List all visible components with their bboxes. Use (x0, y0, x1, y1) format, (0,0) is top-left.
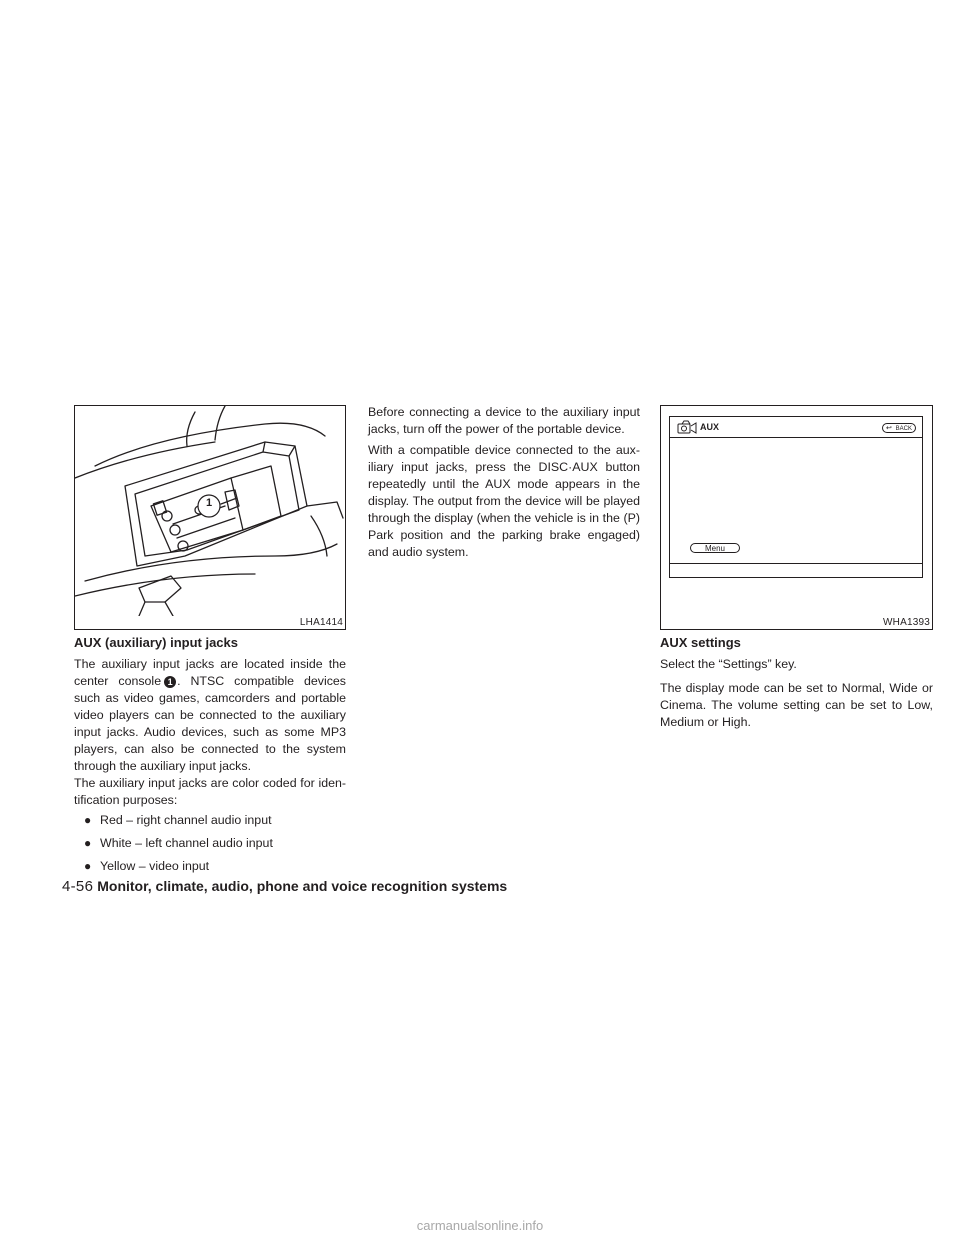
figure-label-right: WHA1393 (883, 617, 930, 628)
callout-number-inline: 1 (164, 676, 176, 688)
title-divider (670, 437, 922, 438)
chapter-title: Monitor, climate, audio, phone and voice recognition systems (97, 878, 508, 894)
jack-color-list (74, 812, 346, 881)
page-footer (62, 878, 507, 896)
paragraph-before-connecting: Before connecting a device to the auxiliary input jacks, turn off the power of the portable device. (368, 405, 640, 436)
page-number: 4-56 (62, 878, 94, 895)
paragraph-jack-location (74, 656, 346, 775)
aux-screen (669, 416, 923, 578)
watermark: carmanualsonline.info (416, 1218, 544, 1233)
bullet-icon: ● (84, 836, 92, 850)
paragraph-display-mode: The display mode can be set to Normal, Wide or Cinema. The volume setting can be set to Low, Medium or High. (660, 681, 933, 729)
menu-button[interactable]: Menu (690, 543, 740, 553)
center-console-drawing (75, 406, 345, 616)
paragraph-select-settings: Select the “Settings” key. (660, 657, 797, 671)
aux-screen-illustration (660, 405, 933, 630)
back-button[interactable] (882, 423, 916, 433)
list-item: ● Yellow – video input (84, 859, 210, 873)
media-icon (676, 420, 698, 436)
paragraph-color-coding: The auxiliary input jacks are color coded for iden-tification purposes: (74, 776, 346, 807)
bullet-icon: ● (84, 859, 92, 873)
jack-location-text-end: . NTSC compatible devices such as video games, camcorders and portable video players can be connected to the auxiliary input jacks. Audio devices, such as some MP3 players, can also be connected to the system through the auxiliary input jacks. (74, 674, 347, 773)
bullet-icon: ● (84, 813, 92, 827)
back-arrow-icon: ↩ (886, 425, 892, 432)
jack-location-text-start: The auxiliary input jacks are located inside the center console (74, 657, 346, 688)
figure-label-left: LHA1414 (299, 617, 343, 628)
screen-title: AUX (700, 422, 720, 432)
heading-aux-settings: AUX settings (660, 635, 741, 650)
list-item: ● Red – right channel audio input (84, 813, 272, 827)
heading-aux-input-jacks: AUX (auxiliary) input jacks (74, 635, 238, 650)
back-button-label: BACK (895, 426, 912, 432)
paragraph-aux-mode: With a compatible device connected to the aux-iliary input jacks, press the DISC·AUX button repeatedly until the AUX mode appears in the display. The output from the device will be played through the display (when the vehicle is in the (P) Park position and the parking brake engaged) and audio system. (368, 443, 640, 559)
callout-number: 1 (205, 497, 213, 509)
console-illustration (74, 405, 346, 630)
bottom-divider (670, 563, 922, 564)
list-item: ● White – left channel audio input (84, 836, 273, 850)
